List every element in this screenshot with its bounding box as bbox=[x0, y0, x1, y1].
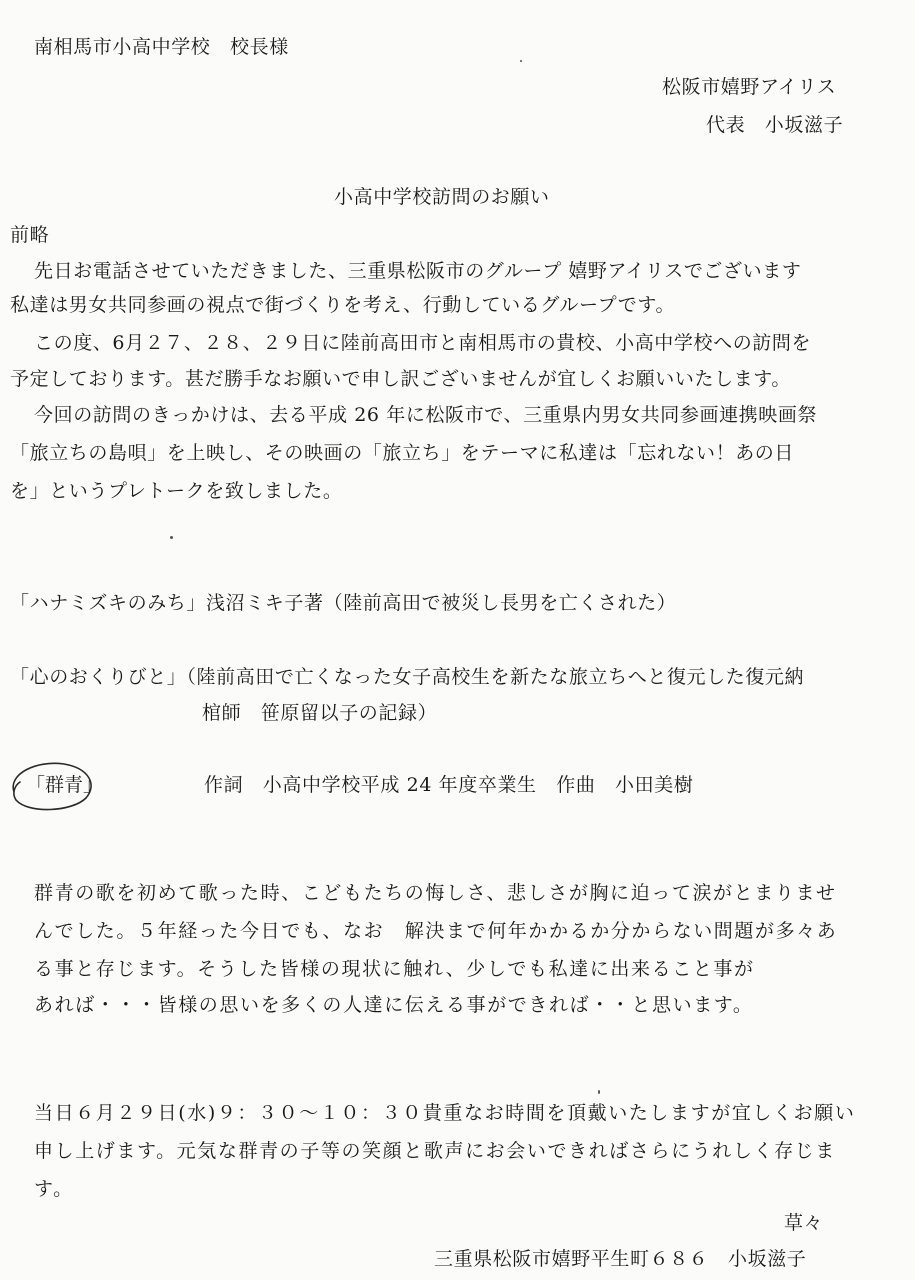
scan-speck bbox=[598, 1090, 600, 1094]
scan-speck bbox=[520, 60, 522, 62]
opening-salutation: 前略 bbox=[10, 224, 50, 246]
intro-line-6: 「旅立ちの島唄」を上映し、その映画の「旅立ち」をテーマに私達は「忘れない！あの日 bbox=[10, 442, 795, 464]
reflection-line-1: 群青の歌を初めて歌った時、こどもたちの悔しさ、悲しさが胸に迫って涙がとまりませ bbox=[34, 882, 837, 904]
reflection-line-3: る事と存じます。そうした皆様の現状に触れ、少しでも私達に出来ること事が bbox=[34, 958, 755, 980]
request-line-2: 申し上げます。元気な群青の子等の笑顔と歌声にお会いできればさらにうれしく存じま bbox=[34, 1140, 836, 1162]
footer-address: 三重県松阪市嬉野平生町６８６ 小坂滋子 bbox=[434, 1248, 807, 1270]
work-item-hanamizuki: 「ハナミズキのみち」浅沼ミキ子著（陸前高田で被災し長男を亡くされた） bbox=[10, 592, 677, 614]
reflection-line-4: あれば・・・皆様の思いを多くの人達に伝える事ができれば・・と思います。 bbox=[34, 994, 754, 1016]
reflection-line-2: んでした。５年経った今日でも、なお 解決まで何年かかるか分からない問題が多々あ bbox=[34, 920, 838, 942]
intro-line-3: この度、6月２７、２８、２９日に陸前高田市と南相馬市の貴校、小高中学校への訪問を bbox=[34, 332, 812, 354]
scan-speck bbox=[170, 536, 173, 539]
intro-line-1: 先日お電話させていただきました、三重県松阪市のグループ 嬉野アイリスでございます bbox=[34, 260, 802, 282]
circled-gunjo bbox=[6, 756, 103, 814]
intro-line-4: 予定しております。甚だ勝手なお願いで申し訳ございませんが宜しくお願いいたします。 bbox=[10, 368, 791, 390]
closing-sosou: 草々 bbox=[784, 1212, 824, 1234]
letter-title: 小高中学校訪問のお願い bbox=[334, 186, 550, 208]
intro-line-2: 私達は男女共同参画の視点で街づくりを考え、行動しているグループです。 bbox=[10, 294, 676, 316]
intro-line-5: 今回の訪問のきっかけは、去る平成 26 年に松阪市で、三重県内男女共同参画連携映画祭 bbox=[34, 404, 818, 426]
work-item-kokoro-line-2: 棺師 笹原留以子の記録） bbox=[202, 702, 438, 724]
intro-line-7: を」というプレトークを致しました。 bbox=[10, 480, 343, 502]
sender-organization: 松阪市嬉野アイリス bbox=[662, 76, 837, 98]
request-line-1: 当日６月２９日(水)９：３０～１０：３０貴重なお時間を頂戴いたしますが宜しくお願い bbox=[34, 1102, 856, 1124]
sender-representative: 代表 小坂滋子 bbox=[706, 114, 844, 136]
request-line-3: す。 bbox=[34, 1178, 74, 1200]
work-item-kokoro-line-1: 「心のおくりびと」（陸前高田で亡くなった女子高校生を新たな旅立ちへと復元した復元納 bbox=[10, 666, 805, 688]
work-item-gunjo-title: 「群青」 bbox=[26, 774, 103, 796]
work-item-gunjo-detail: 作詞 小高中学校平成 24 年度卒業生 作曲 小田美樹 bbox=[204, 774, 694, 796]
recipient: 南相馬市小高中学校 校長様 bbox=[34, 36, 289, 58]
